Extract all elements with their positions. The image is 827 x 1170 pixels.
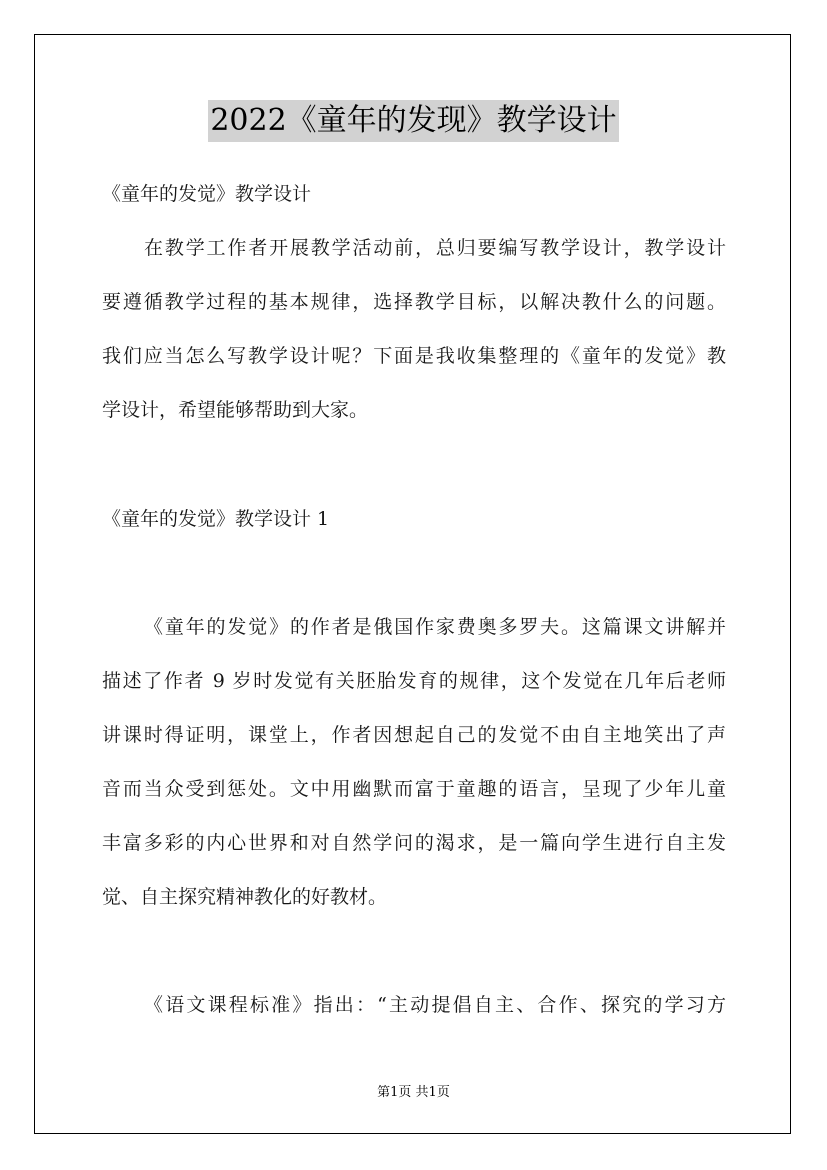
title-container <box>0 100 827 142</box>
intro-paragraph-line: 在教学工作者开展教学活动前，总归要编写教学设计，教学设计 <box>144 237 726 259</box>
section-paragraph-line: 音而当众受到惩处。文中用幽默而富于童趣的语言，呈现了少年儿童 <box>102 778 726 800</box>
section-paragraph-line: 描述了作者 9 岁时发觉有关胚胎发育的规律，这个发觉在几年后老师 <box>102 670 726 692</box>
intro-paragraph-line: 要遵循教学过程的基本规律，选择教学目标，以解决教什么的问题。 <box>102 291 726 313</box>
standard-paragraph-line: 《语文课程标准》指出：“主动提倡自主、合作、探究的学习方 <box>144 994 726 1016</box>
intro-paragraph-line: 学设计，希望能够帮助到大家。 <box>102 399 369 421</box>
section-paragraph-line: 丰富多彩的内心世界和对自然学问的渴求，是一篇向学生进行自主发 <box>102 832 726 854</box>
page-footer: 第1页 共1页 <box>377 1085 450 1100</box>
section-paragraph-line: 讲课时得证明，课堂上，作者因想起自己的发觉不由自主地笑出了声 <box>102 724 726 746</box>
intro-paragraph-line: 我们应当怎么写教学设计呢？下面是我收集整理的《童年的发觉》教 <box>102 345 726 367</box>
section-paragraph-line: 《童年的发觉》的作者是俄国作家费奥多罗夫。这篇课文讲解并 <box>144 616 726 638</box>
section-paragraph-line: 觉、自主探究精神教化的好教材。 <box>102 886 388 908</box>
section-heading: 《童年的发觉》教学设计 1 <box>102 508 330 530</box>
document-subtitle: 《童年的发觉》教学设计 <box>102 183 312 205</box>
document-title: 2022《童年的发现》教学设计 <box>208 100 618 142</box>
